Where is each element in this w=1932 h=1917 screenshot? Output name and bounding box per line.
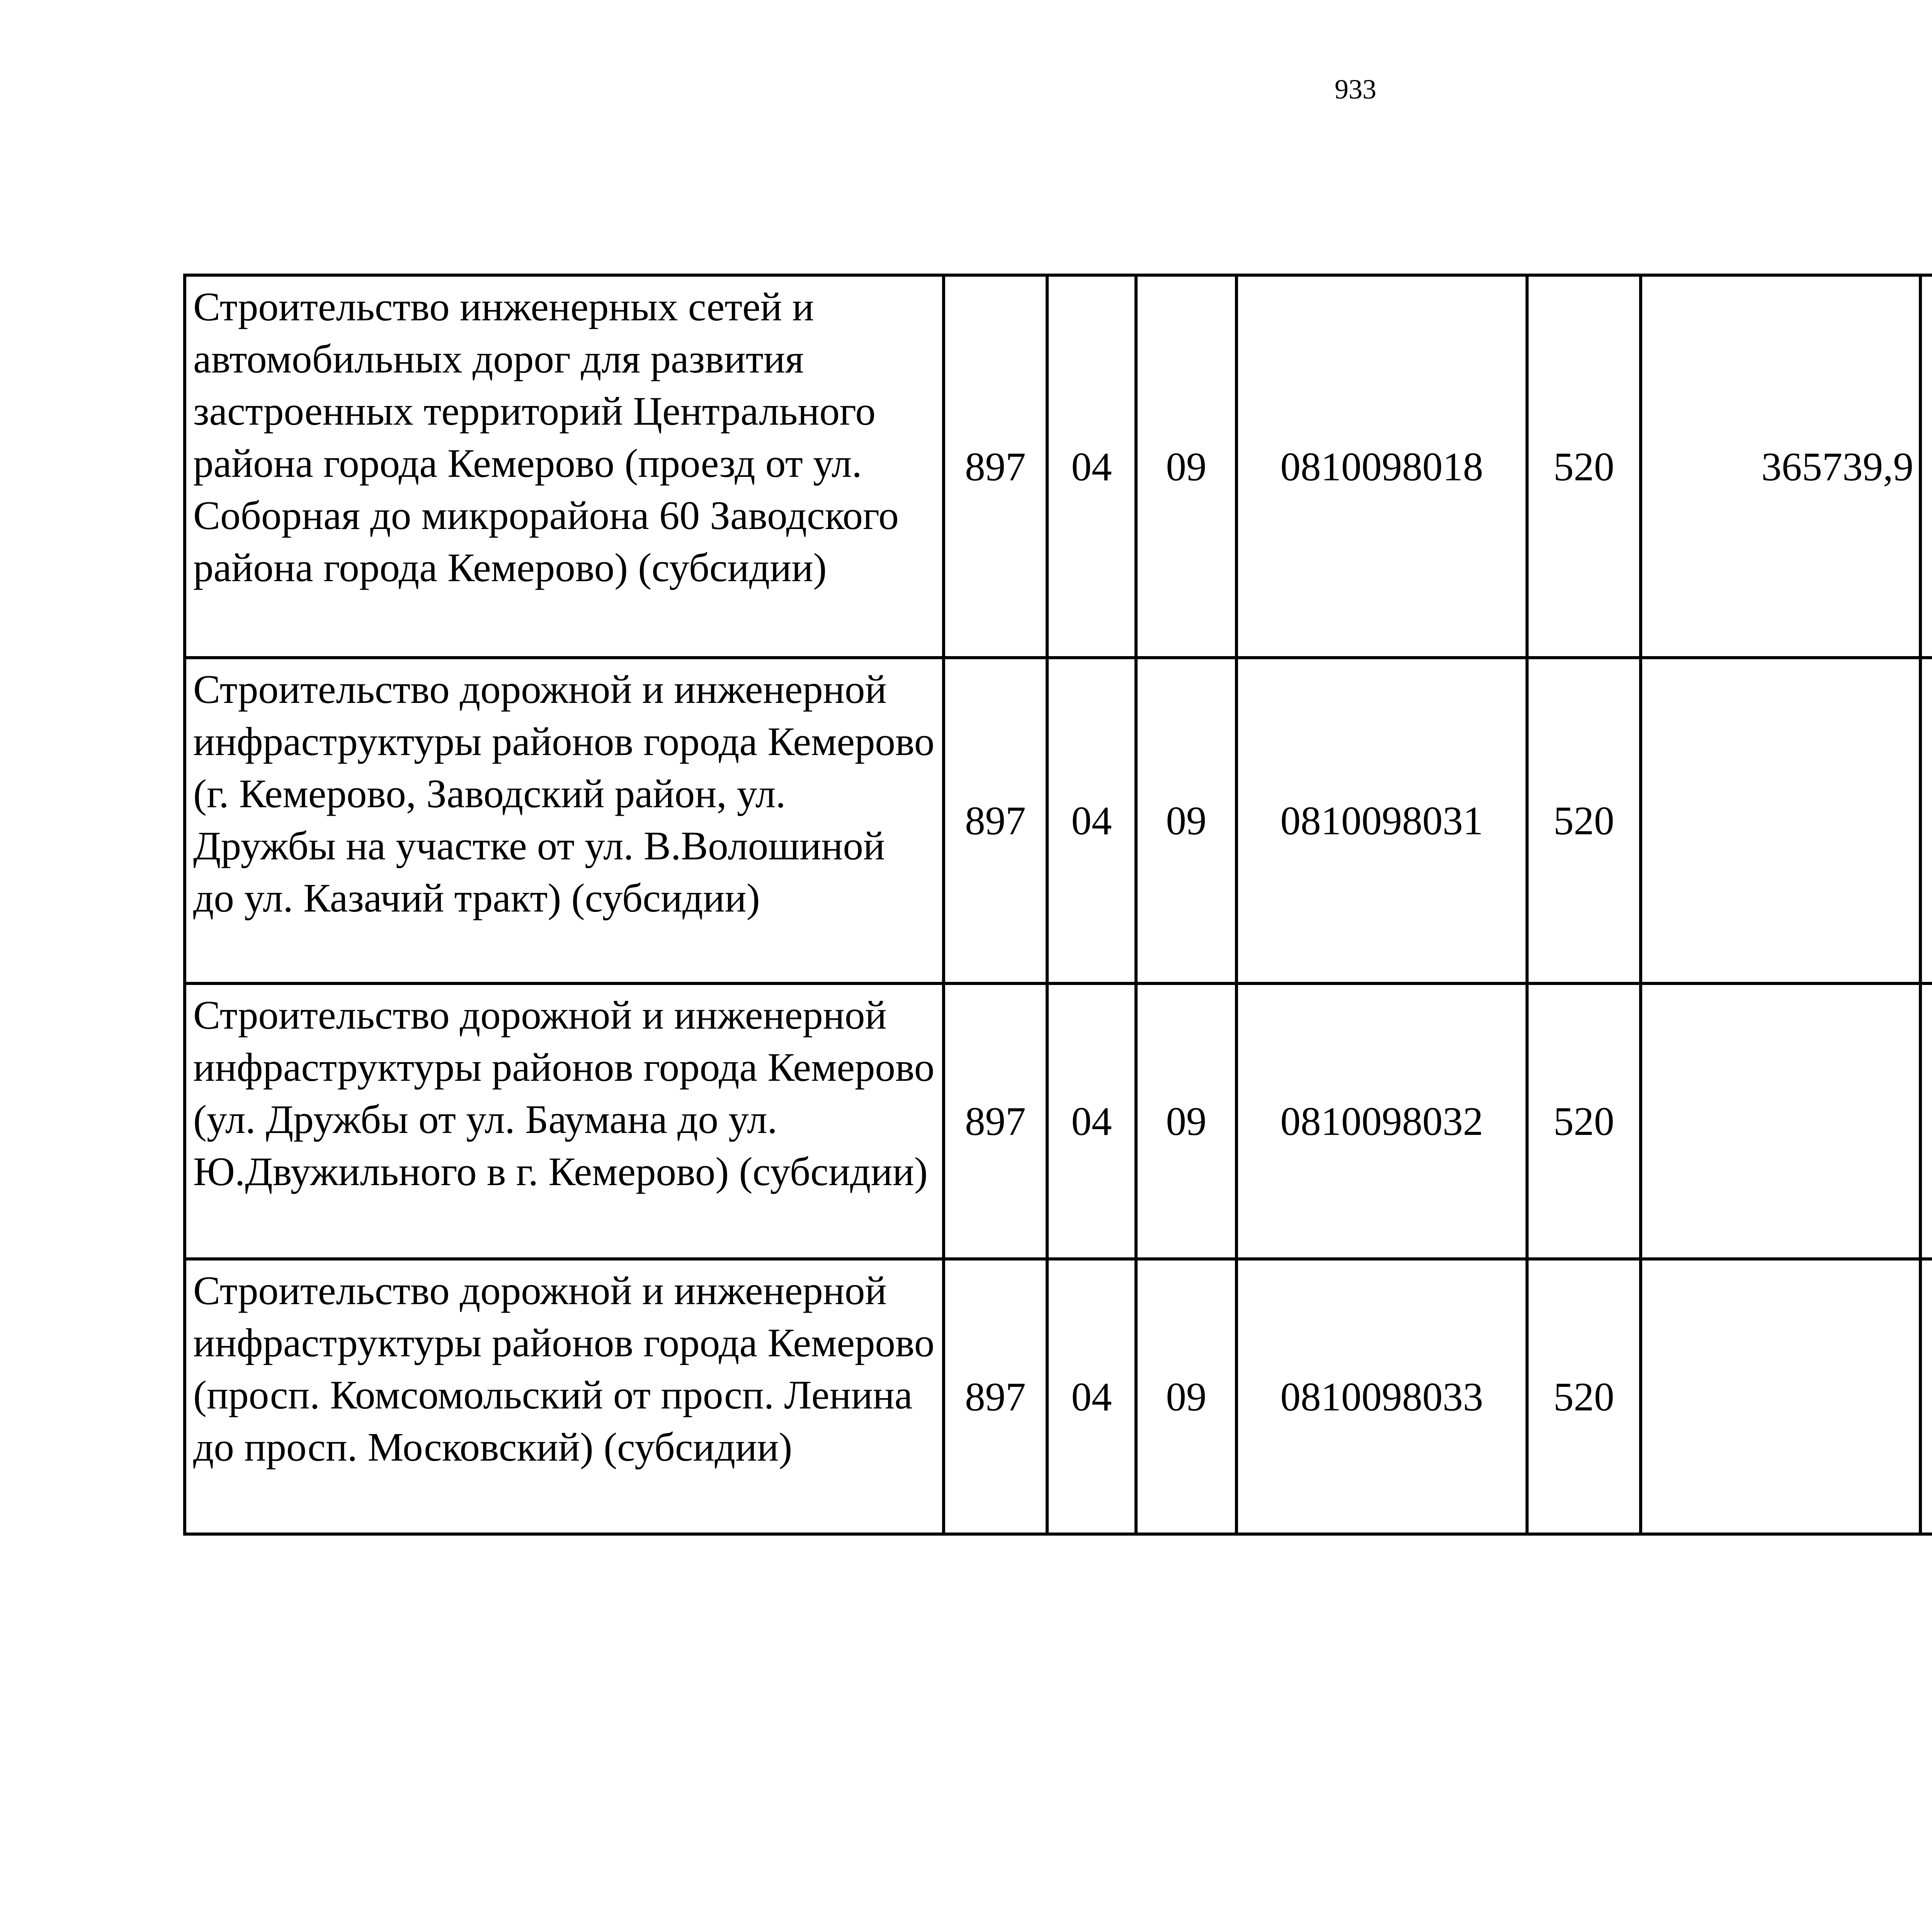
amount-year-2 <box>1920 983 1932 1259</box>
subsection-code: 09 <box>1136 1259 1236 1534</box>
amount-year-2 <box>1920 658 1932 983</box>
target-article-code: 0810098033 <box>1236 1259 1527 1534</box>
amount-year-2 <box>1920 275 1932 658</box>
section-code: 04 <box>1047 275 1136 658</box>
ministry-code: 897 <box>944 275 1047 658</box>
amount-year-1 <box>1641 983 1920 1259</box>
row-description: Строительство дорожной и инженерной инфраструктуры районов города Кемерово (просп. Комсомольский от просп. Ленина до просп. Московский) (субсидии) <box>185 1259 944 1534</box>
expense-type-code: 520 <box>1527 275 1641 658</box>
section-code: 04 <box>1047 983 1136 1259</box>
ministry-code: 897 <box>944 983 1047 1259</box>
table-row <box>185 275 1932 658</box>
amount-year-1: 365739,9 <box>1641 275 1920 658</box>
table-row <box>185 1259 1932 1534</box>
target-article-code: 0810098018 <box>1236 275 1527 658</box>
page-number: 933 <box>1335 74 1376 105</box>
section-code: 04 <box>1047 1259 1136 1534</box>
expense-type-code: 520 <box>1527 1259 1641 1534</box>
target-article-code: 0810098032 <box>1236 983 1527 1259</box>
ministry-code: 897 <box>944 658 1047 983</box>
row-description: Строительство дорожной и инженерной инфраструктуры районов города Кемерово (г. Кемерово, Заводский район, ул. Дружбы на участке от ул. В.Волошиной до ул. Казачий тракт) (субсидии) <box>185 658 944 983</box>
row-description: Строительство дорожной и инженерной инфраструктуры районов города Кемерово (ул. Дружбы от ул. Баумана до ул. Ю.Двужильного в г. Кемерово) (субсидии) <box>185 983 944 1259</box>
section-code: 04 <box>1047 658 1136 983</box>
ministry-code: 897 <box>944 1259 1047 1534</box>
row-description: Строительство инженерных сетей и автомобильных дорог для развития застроенных территорий Центрального района города Кемерово (проезд от ул. Соборная до микрорайона 60 Заводского района города Кемерово) (субсидии) <box>185 275 944 658</box>
subsection-code: 09 <box>1136 275 1236 658</box>
amount-year-2 <box>1920 1259 1932 1534</box>
subsection-code: 09 <box>1136 658 1236 983</box>
subsection-code: 09 <box>1136 983 1236 1259</box>
table-row <box>185 658 1932 983</box>
table-row <box>185 983 1932 1259</box>
amount-year-1 <box>1641 658 1920 983</box>
expense-type-code: 520 <box>1527 983 1641 1259</box>
target-article-code: 0810098031 <box>1236 658 1527 983</box>
expense-type-code: 520 <box>1527 658 1641 983</box>
budget-table <box>183 274 1932 1536</box>
amount-year-1 <box>1641 1259 1920 1534</box>
